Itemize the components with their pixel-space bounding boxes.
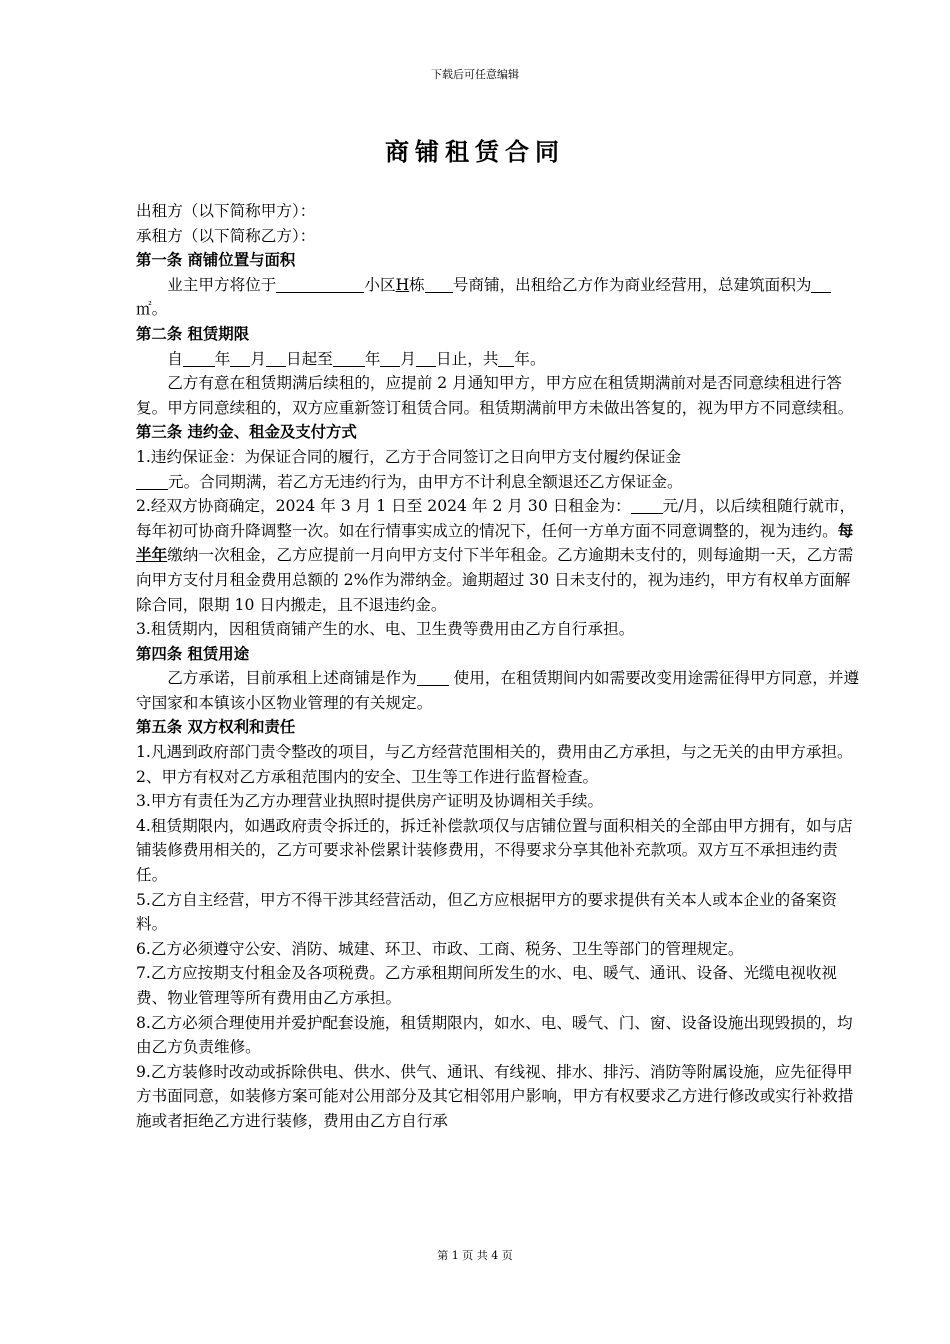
page-header: 下载后可任意编辑 [431,68,519,81]
text-fragment: ㎡。 [136,300,168,319]
text-fragment: 业主甲方将位于 [167,275,277,294]
article-3-item-3: 3.租赁期内，因租赁商铺产生的水、电、卫生费等费用由乙方自行承担。 [136,620,635,639]
article-3-item-1 [136,445,862,494]
text-fragment: 1.违约保证金：为保证合同的履行，乙方于合同签订之日向甲方支付履约保证金 [136,447,682,466]
bold-fragment: 每 [837,520,854,540]
text-fragment: 年。 [514,349,546,368]
article-3-item-2 [136,494,862,617]
article-5-item: 4.租赁期限内，如遇政府责令拆迁的，拆迁补偿款项仅与店铺位置与面积相关的全部由甲方拥有，如与店铺装修费用相关的，乙方可要求补偿累计装修费用，不得要求分享其他补充款项。双方互不承担违约责任。 [136,816,853,885]
article-5-heading: 第五条 双方权利和责任 [136,718,296,737]
text-fragment: 月 [400,349,417,368]
blank-start-year [183,350,215,367]
article-5-item: 7.乙方应按期支付租金及各项税费。乙方承租期间所发生的水、电、暖气、通讯、设备、光缆电视收视费、物业管理等所有费用由乙方承担。 [136,964,838,1007]
text-fragment: 年 [364,349,381,368]
text-fragment: 使用，在租赁期间内如需要改变用途需征得甲方同意，并遵守国家和本镇该小区物业管理的有关规定。 [136,669,860,712]
blank-end-year [333,350,365,367]
text-fragment: 月 [250,349,267,368]
lessee-line: 承租方（以下简称乙方）： [136,226,316,245]
blank-deposit [136,473,168,490]
text-fragment: 缴纳一次租金，乙方应提前一月向甲方支付下半年租金。乙方逾期未支付的，则每逾期一天，乙方需向甲方支付月租金费用总额的 2%作为滞纳金。逾期超过 30 日未支付的，视为违约，甲方有权单方面解除合同，限期 10 日内搬走，且不退违约金。 [136,546,854,614]
text-fragment: 小区 [364,275,396,294]
blank-community [276,276,364,293]
lessor-line: 出租方（以下简称甲方）： [136,202,316,220]
blank-area [811,276,831,293]
text-fragment: 栋 [409,275,425,294]
text-fragment: 日起至 [286,349,333,368]
blank-end-day [416,350,436,367]
blank-start-day [266,350,286,367]
text-fragment: 年 [214,349,231,368]
text-fragment: 号商铺，出租给乙方作为商业经营用，总建筑面积为 [452,275,812,294]
blank-total-years [498,350,514,367]
page-footer: 第 1 页 共 4 页 [437,1249,513,1262]
blank-start-month [230,350,250,367]
blank-shop-number [425,276,453,293]
text-fragment: 2.经双方协商确定，2024 年 3 月 1 日至 2024 年 2 月 30 日租金为： [136,497,631,516]
article-5-item: 6.乙方必须遵守公安、消防、城建、环卫、市政、工商、税务、卫生等部门的管理规定。 [136,939,744,958]
blank-purpose [417,669,449,686]
article-4-text [136,666,862,715]
text-fragment: 元/月，以后续租随行就市，每年初可协商升降调整一次。如在行情事实成立的情况下，任何一方单方面不同意调整的，视为违约。 [136,497,856,540]
building-number: H [395,275,410,294]
text-fragment: 日止，共 [436,349,499,368]
contract-body [136,199,862,1134]
article-2-heading: 第二条 租赁期限 [136,324,250,343]
document-title: 商铺租赁合同 [385,138,565,166]
article-4-heading: 第四条 租赁用途 [136,644,250,663]
blank-rent [631,497,663,514]
article-2-renewal: 乙方有意在租赁期满后续租的，应提前 2 月通知甲方，甲方应在租赁期满前对是否同意续租进行答复。甲方同意续租的，双方应重新签订租赁合同。租赁期满前甲方未做出答复的，视为甲方不同意续租。 [136,374,854,417]
text-fragment: 自 [167,349,183,368]
text-fragment: 元。合同期满，若乙方无违约行为，由甲方不计利息全额退还乙方保证金。 [168,472,683,491]
article-2-dates [136,347,862,372]
article-1-heading: 第一条 商铺位置与面积 [136,251,296,270]
article-5-item: 2、甲方有权对乙方承租范围内的安全、卫生等工作进行监督检查。 [136,767,599,786]
article-1-text [136,273,862,322]
article-3-heading: 第三条 违约金、租金及支付方式 [136,423,357,442]
article-5-item: 3.甲方有责任为乙方办理营业执照时提供房产证明及协调相关手续。 [136,792,604,811]
text-fragment: 乙方承诺，目前承租上述商铺是作为 [167,669,417,688]
blank-end-month [380,350,400,367]
article-5-item: 8.乙方必须合理使用并爱护配套设施，租赁期限内，如水、电、暖气、门、窗、设备设施出现毁损的，均由乙方负责维修。 [136,1013,853,1057]
half-year-emphasis: 半年 [136,545,168,565]
article-5-item: 5.乙方自主经营，甲方不得干涉其经营活动，但乙方应根据甲方的要求提供有关本人或本企业的备案资料。 [136,890,838,934]
article-5-item: 1.凡遇到政府部门责令整改的项目，与乙方经营范围相关的，费用由乙方承担，与之无关的由甲方承担。 [136,743,853,762]
article-5-item: 9.乙方装修时改动或拆除供电、供水、供气、通讯、有线视、排水、排污、消防等附属设施，应先征得甲方书面同意，如装修方案可能对公用部分及其它相邻用户影响，甲方有权要求乙方进行修改或实行补救措施或者拒绝乙方进行装修，费用由乙方自行承 [136,1062,854,1130]
